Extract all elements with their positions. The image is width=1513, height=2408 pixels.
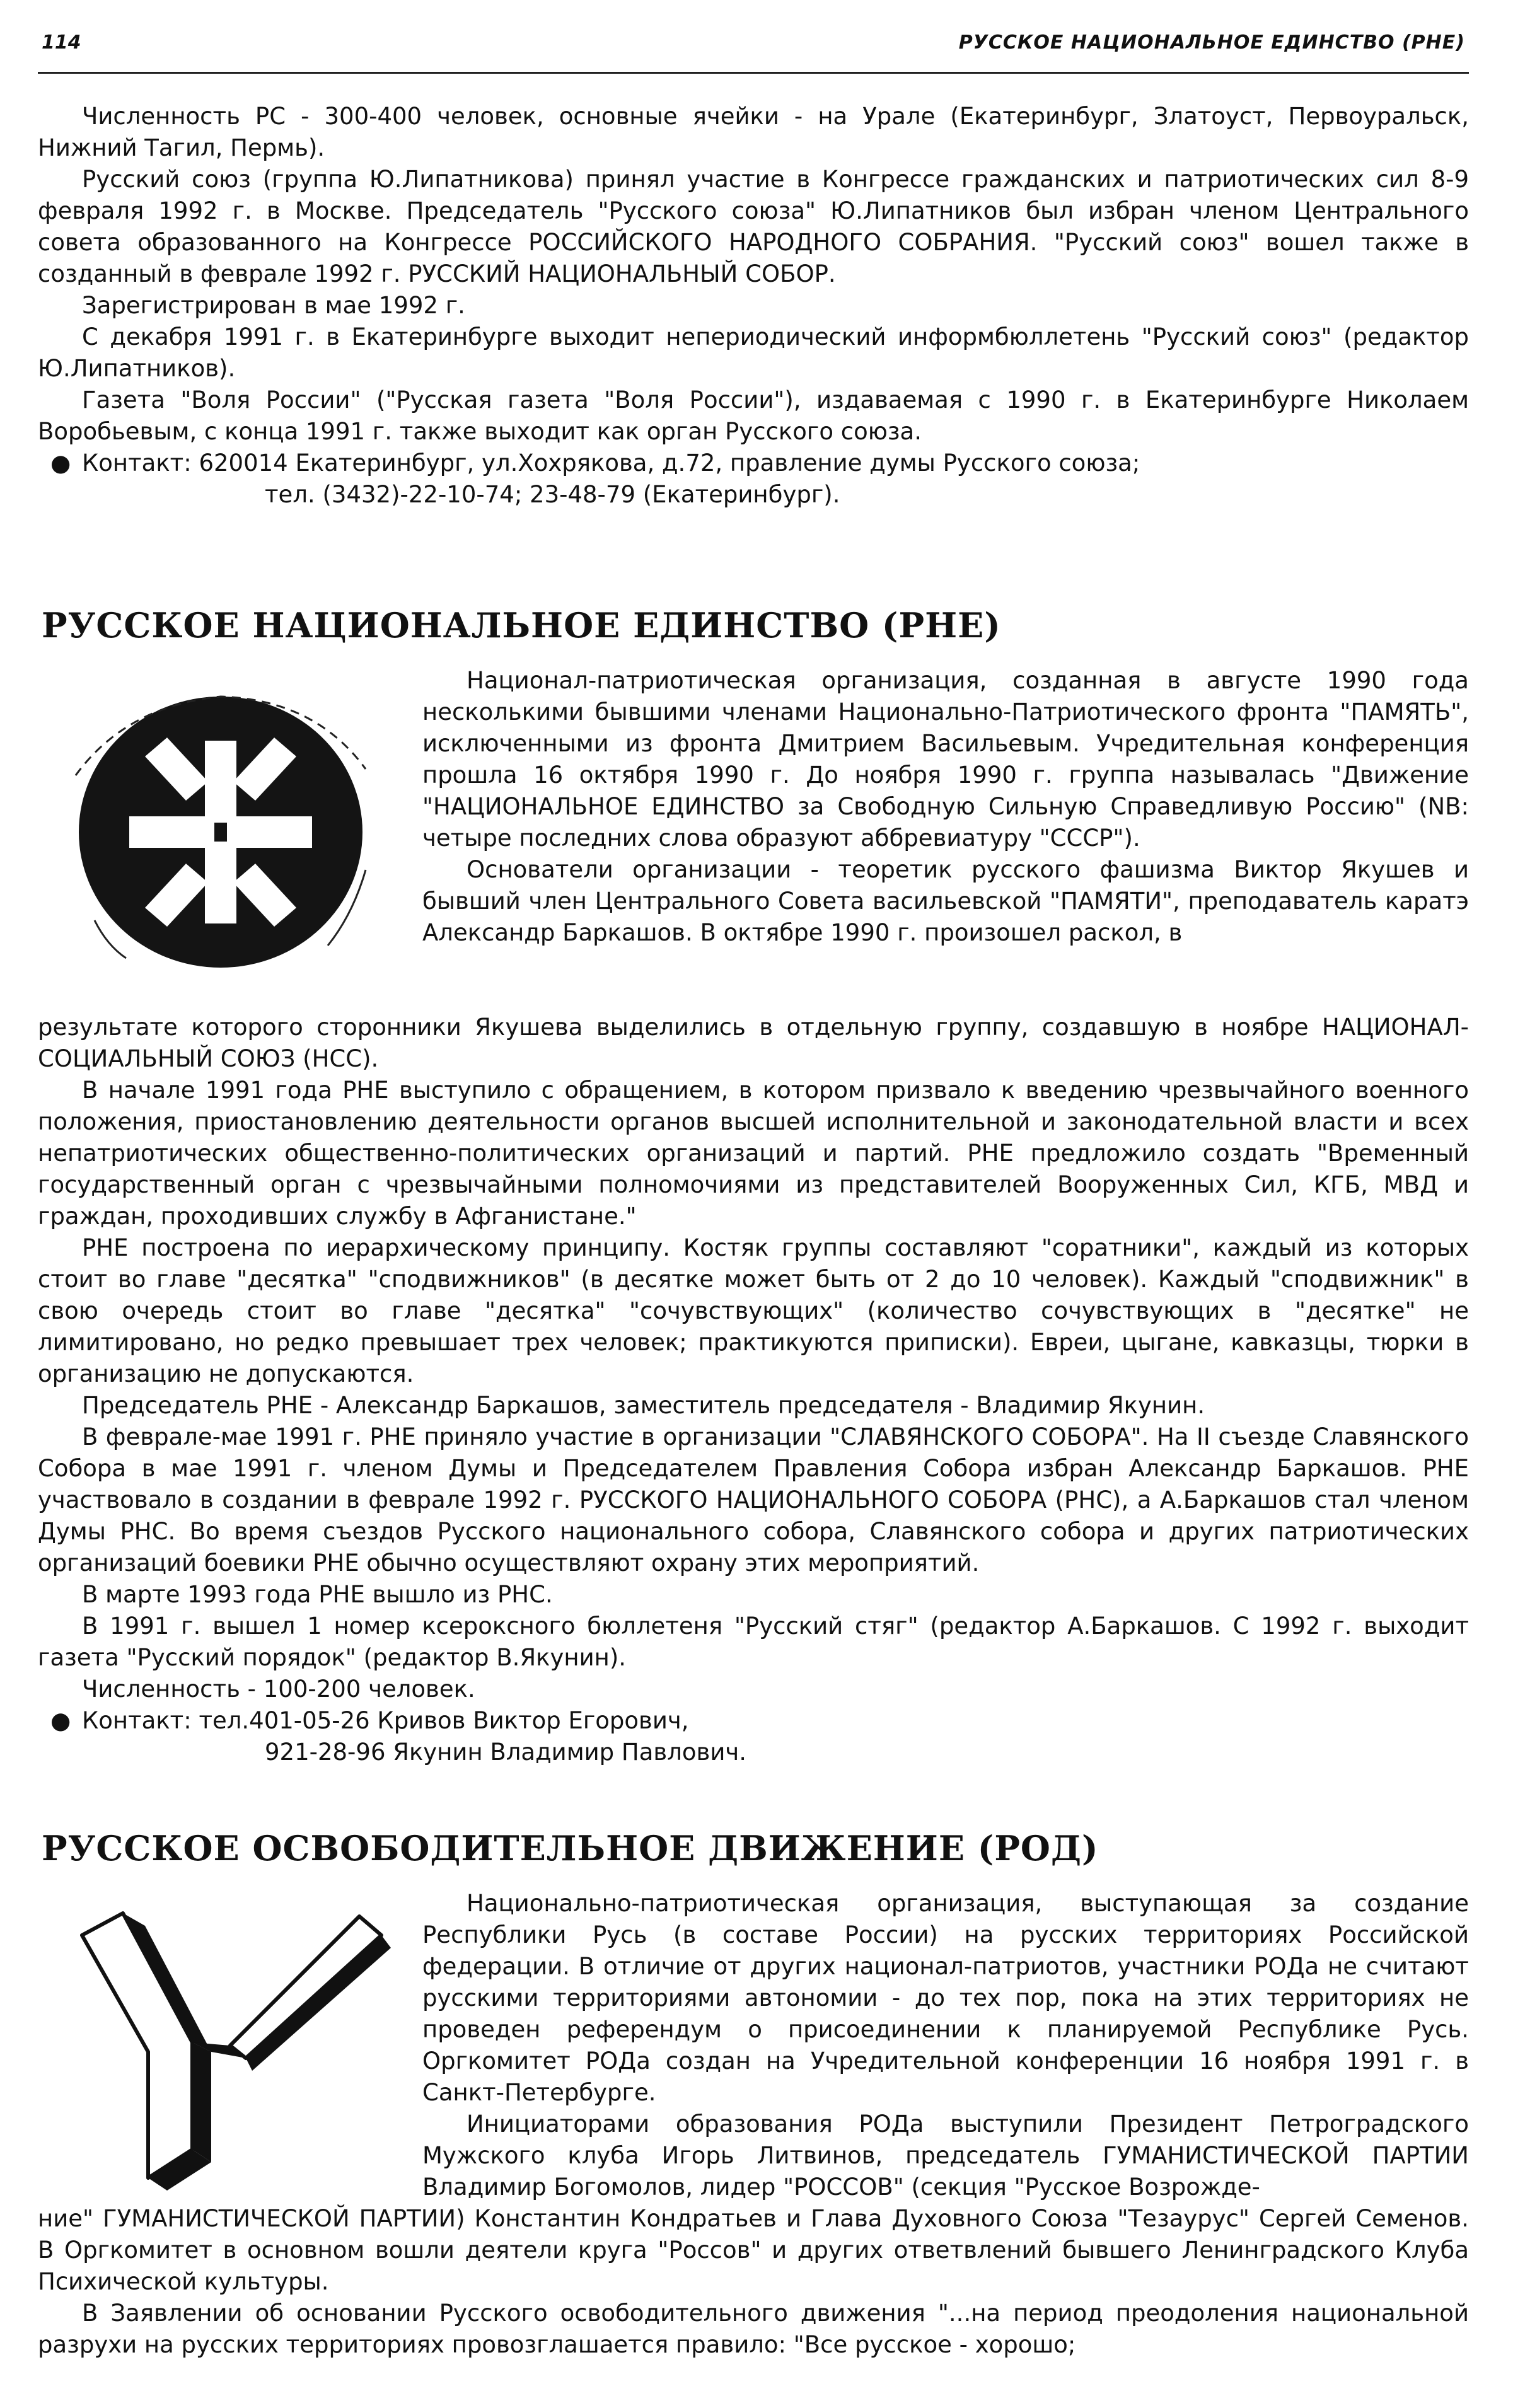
contact-block: [38, 448, 1469, 511]
paragraph: В 1991 г. вышел 1 номер ксероксного бюллетеня "Русский стяг" (редактор А.Баркашов. С 1992 г. выходит газета "Русский порядок" (редактор В.Якунин).: [38, 1612, 1469, 1671]
paragraph: В марте 1993 года РНЕ вышло из РНС.: [82, 1581, 553, 1608]
paragraph: ние" ГУМАНИСТИЧЕСКОЙ ПАРТИИ) Константин Кондратьев и Глава Духовного Союза "Тезаурус" Сергей Семенов. В Оргкомитет в основном вошли деятели круга "Россов" и других ответвлений бывшего Ленинградского Клуба Психической культуры.: [38, 2205, 1469, 2295]
contact-line: тел. (3432)-22-10-74; 23-48-79 (Екатеринбург).: [265, 481, 840, 508]
rne-wrap-text: [422, 665, 1469, 949]
rod-emblem-icon: [63, 1897, 391, 2194]
paragraph: В Заявлении об основании Русского освободительного движения "...на период преодоления национальной разрухи на русских территориях провозглашается правило: "Все русское - хорошо;: [38, 2300, 1469, 2358]
contact-line: Контакт: 620014 Екатеринбург, ул.Хохрякова, д.72, правление думы Русского союза;: [82, 449, 1140, 477]
paragraph: Численность РС - 300-400 человек, основные ячейки - на Урале (Екатеринбург, Златоуст, Первоуральск, Нижний Тагил, Пермь).: [38, 103, 1469, 161]
page: [38, 13, 1469, 2395]
paragraph: Основатели организации - теоретик русского фашизма Виктор Якушев и бывший член Центрального Совета васильевской "ПАМЯТИ", преподаватель каратэ Александр Баркашов. В октябре 1990 г. произошел раскол, в: [422, 856, 1469, 946]
contact-line: 921-28-96 Якунин Владимир Павлович.: [265, 1739, 746, 1766]
paragraph: Численность - 100-200 человек.: [82, 1676, 475, 1703]
paragraph: Председатель РНЕ - Александр Баркашов, заместитель председателя - Владимир Якунин.: [82, 1392, 1205, 1419]
paragraph: Зарегистрирован в мае 1992 г.: [82, 292, 465, 319]
section-heading: РУССКОЕ НАЦИОНАЛЬНОЕ ЕДИНСТВО (РНЕ): [42, 605, 1001, 645]
bullet-icon: ●: [50, 1707, 71, 1734]
rne-emblem-icon: [50, 681, 391, 977]
paragraph: В начале 1991 года РНЕ выступило с обращением, в котором призвало к введению чрезвычайного военного положения, приостановлению деятельности органов высшей исполнительной и законодательной власти и всех непатриотических общественно-политических организаций и партий. РНЕ предложило создать "Временный государственный орган с чрезвычайными полномочиями из представителей Вооруженных Сил, КГБ, МВД и граждан, проходивших службу в Афганистане.": [38, 1077, 1469, 1230]
bullet-icon: ●: [50, 449, 71, 477]
rod-wrap-text: [422, 1888, 1469, 2203]
contact-line: Контакт: тел.401-05-26 Кривов Виктор Егорович,: [82, 1707, 689, 1734]
rod-section: [38, 2203, 1469, 2361]
section-heading: РУССКОЕ ОСВОБОДИТЕЛЬНОЕ ДВИЖЕНИЕ (РОД): [42, 1828, 1099, 1868]
running-title: РУССКОЕ НАЦИОНАЛЬНОЕ ЕДИНСТВО (РНЕ): [958, 32, 1465, 54]
paragraph: РНЕ построена по иерархическому принципу. Костяк группы составляют "соратники", каждый из которых стоит во главе "десятка" "сподвижников" (в десятке может быть от 2 до 10 человек). Каждый "сподвижник" в свою очередь стоит во главе "десятка" "сочувствующих" (количество сочувствующих в "десятке" не лимитировано, но редко превышает трех человек; практикуются приписки). Евреи, цыгане, кавказцы, тюрки в организацию не допускаются.: [38, 1234, 1469, 1387]
paragraph: Инициаторами образования РОДа выступили Президент Петроградского Мужского клуба Игорь Литвинов, председатель ГУМАНИСТИЧЕСКОЙ ПАРТИИ Владимир Богомолов, лидер "РОССОВ" (секция "Русское Возрожде-: [422, 2110, 1469, 2201]
running-head: [38, 28, 1469, 74]
intro-section: [38, 101, 1469, 511]
page-number: 114: [42, 32, 81, 54]
paragraph: Национально-патриотическая организация, выступающая за создание Республики Русь (в составе России) на русских территориях Российской федерации. В отличие от других национал-патриотов, участники РОДа не считают русскими территориями автономии - до тех пор, пока на этих территориях не проведен референдум о присоединении к планируемой Республике Русь. Оргкомитет РОДа создан на Учредительной конференции 16 ноября 1991 г. в Санкт-Петербурге.: [422, 1890, 1469, 2106]
paragraph: В феврале-мае 1991 г. РНЕ приняло участие в организации "СЛАВЯНСКОГО СОБОРА". На II съезде Славянского Собора в мае 1991 г. членом Думы и Председателем Правления Собора избран Александр Баркашов. РНЕ участвовало в создании в феврале 1992 г. РУССКОГО НАЦИОНАЛЬНОГО СОБОРА (РНС), а А.Баркашов стал членом Думы РНС. Во время съездов Русского национального собора, Славянского собора и других патриотических организаций боевики РНЕ обычно осуществляют охрану этих мероприятий.: [38, 1423, 1469, 1577]
paragraph: Национал-патриотическая организация, созданная в августе 1990 года несколькими бывшими членами Национально-Патриотического фронта "ПАМЯТЬ", исключенными из фронта Дмитрием Васильевым. Учредительная конференция прошла 16 октября 1990 г. До ноября 1990 г. группа называлась "Движение "НАЦИОНАЛЬНОЕ ЕДИНСТВО за Свободную Сильную Справедливую Россию" (NB: четыре последних слова образуют аббревиатуру "СССР").: [422, 667, 1469, 852]
paragraph: Газета "Воля России" ("Русская газета "Воля России"), издаваемая с 1990 г. в Екатеринбурге Николаем Воробьевым, с конца 1991 г. также выходит как орган Русского союза.: [38, 386, 1469, 445]
paragraph: результате которого сторонники Якушева выделились в отдельную группу, создавшую в ноябре НАЦИОНАЛ-СОЦИАЛЬНЫЙ СОЮЗ (НСС).: [38, 1014, 1469, 1072]
rne-section: [38, 1012, 1469, 1768]
paragraph: Русский союз (группа Ю.Липатникова) принял участие в Конгрессе гражданских и патриотических сил 8-9 февраля 1992 г. в Москве. Председатель "Русского союза" Ю.Липатников был избран членом Центрального совета образованного на Конгрессе РОССИЙСКОГО НАРОДНОГО СОБРАНИЯ. "Русский союз" вошел также в созданный в феврале 1992 г. РУССКИЙ НАЦИОНАЛЬНЫЙ СОБОР.: [38, 166, 1469, 287]
contact-block: [38, 1705, 1469, 1768]
paragraph: С декабря 1991 г. в Екатеринбурге выходит непериодический информбюллетень "Русский союз" (редактор Ю.Липатников).: [38, 323, 1469, 382]
